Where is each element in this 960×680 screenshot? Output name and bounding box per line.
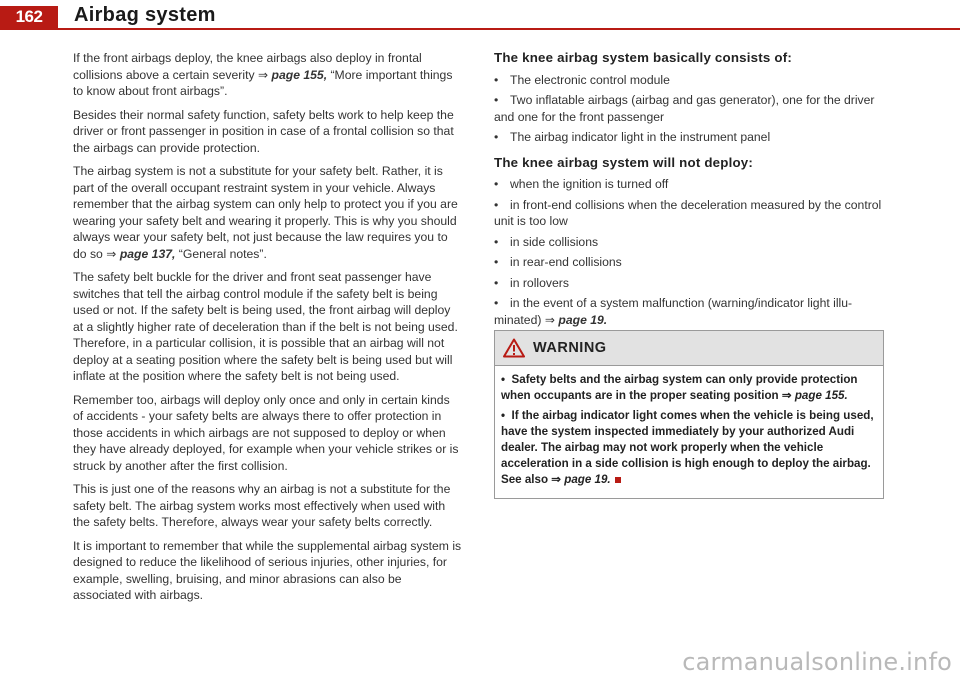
subheading-not-deploy: The knee airbag system will not deploy: [494,154,754,170]
bullet-icon: • [494,296,499,310]
page-header [0,0,960,28]
bullet-icon: • [494,255,499,269]
warning-item [501,408,877,488]
consists-list [494,72,884,146]
warning-title: WARNING [533,340,607,356]
arrow-icon: ⇒ [781,389,792,402]
bullet-icon: • [494,72,499,87]
list-item [494,129,884,146]
list-item [494,92,884,125]
list-item [494,275,884,292]
paragraph: Besides their normal safety function, safety belts work to help keep the driver or front passenger in position in case of a frontal collision so that the airbags can provide protection. [73,107,454,155]
paragraph-text: “General notes”. [178,246,267,261]
bullet-icon: • [494,234,499,249]
warning-triangle-icon [503,338,525,358]
page-reference-link[interactable]: page 155. [794,389,848,402]
arrow-icon: ⇒ [544,312,556,327]
warning-item [501,372,877,404]
paragraph: The safety belt buckle for the driver and front seat passenger have switches that tell the airbag control module if the safety belt is being used or not. If the safety belt is being used, the front airbag will deploy at a slightly higher rate of deceleration than if the belt is not being used. Therefore, in a particular collision, it is possible that an airbag will not deploy at a seating position where the safety belt is being used but will inflate at the position where the safety belt is not being used. [73,270,458,383]
bullet-icon: • [494,197,499,212]
list-item [494,72,884,89]
list-item [494,295,884,328]
left-column [73,50,463,611]
right-column [494,50,884,337]
not-deploy-list [494,176,884,328]
warning-item-text: If the airbag indicator light comes when the vehicle is being used, have the system inspected immediately by your authorized Audi dealer. The airbag may not work properly when the vehicle acceleration in a side collision is high enough to deploy the airbag. See also [501,409,874,486]
paragraph: Remember too, airbags will deploy only once and only in certain kinds of accidents - your safety belts are always there to offer protection in those accidents in which airbags are not supposed to deploy or when they have already deployed, for example when your vehicle strikes or is struck by another after the first collision. [73,392,459,473]
list-item-text: The electronic control module [510,72,670,87]
warning-header [495,331,883,366]
warning-box [494,330,884,499]
bullet-icon: • [494,177,499,191]
list-item-text: Two inflatable airbags (airbag and gas generator), one for the driver and one for the front passenger [494,93,875,124]
section-title: Airbag system [74,4,216,26]
bullet-icon: • [494,275,499,290]
warning-body [495,366,883,498]
list-item [494,176,884,193]
paragraph [73,50,463,100]
watermark: carmanualsonline.info [682,648,952,676]
list-item [494,197,884,230]
paragraph-text: If the front airbags deploy, the knee airbags also deploy in frontal collisions above a certain severity [73,51,422,82]
list-item-text: The airbag indicator light in the instrument panel [510,130,771,144]
arrow-icon: ⇒ [106,246,117,261]
list-item-text: when the ignition is turned off [510,177,669,191]
arrow-icon: ⇒ [257,67,269,82]
page-number: 162 [0,6,58,28]
paragraph [73,163,463,262]
paragraph-text: The airbag system is not a substitute for your safety belt. Rather, it is part of the overall occupant restraint system in your vehicle. Always remember that the airbag system can only help to protect you if you are wearing your safety belt and wearing it properly. This is why you should always wear your safety belt, not just because the law requires you to do so [73,164,458,261]
list-item-text: in front-end collisions when the deceleration measured by the control unit is too low [494,197,882,228]
list-item-text: in rollovers [510,275,569,290]
list-item-text: in side collisions [510,234,599,249]
list-item [494,234,884,251]
paragraph-text: “More important things to know about front airbags”. [73,67,453,98]
bullet-icon: • [494,93,499,107]
bullet-icon: • [494,130,499,144]
page-reference-link[interactable]: page 155, [271,67,328,82]
arrow-icon: ⇒ [551,473,562,486]
end-of-section-icon [615,477,621,483]
list-item-text: in rear-end collisions [510,255,622,269]
page-reference-link[interactable]: page 137, [119,246,176,261]
warning-item-text: Safety belts and the airbag system can only provide protection when occupants are in the proper seating position [501,373,858,402]
bullet-icon: • [501,373,512,386]
subheading-consists: The knee airbag system basically consists of: [494,50,792,65]
bullet-icon: • [501,409,512,422]
paragraph: It is important to remember that while the supplemental airbag system is designed to reduce the likelihood of serious injuries, other injuries, for example, swelling, bruising, and minor abrasions can also be associated with airbags. [73,538,462,602]
paragraph: This is just one of the reasons why an airbag is not a substitute for the safety belt. The airbag system works most effectively when used with the safety belts. Therefore, always wear your safety belts correctly. [73,482,451,529]
page-reference-link[interactable]: page 19. [564,473,611,486]
list-item [494,254,884,271]
list-item-text: in the event of a system malfunction (warning/indicator light illu- minated) [494,296,853,327]
header-rule [0,28,960,30]
page-reference-link[interactable]: page 19. [558,312,608,327]
